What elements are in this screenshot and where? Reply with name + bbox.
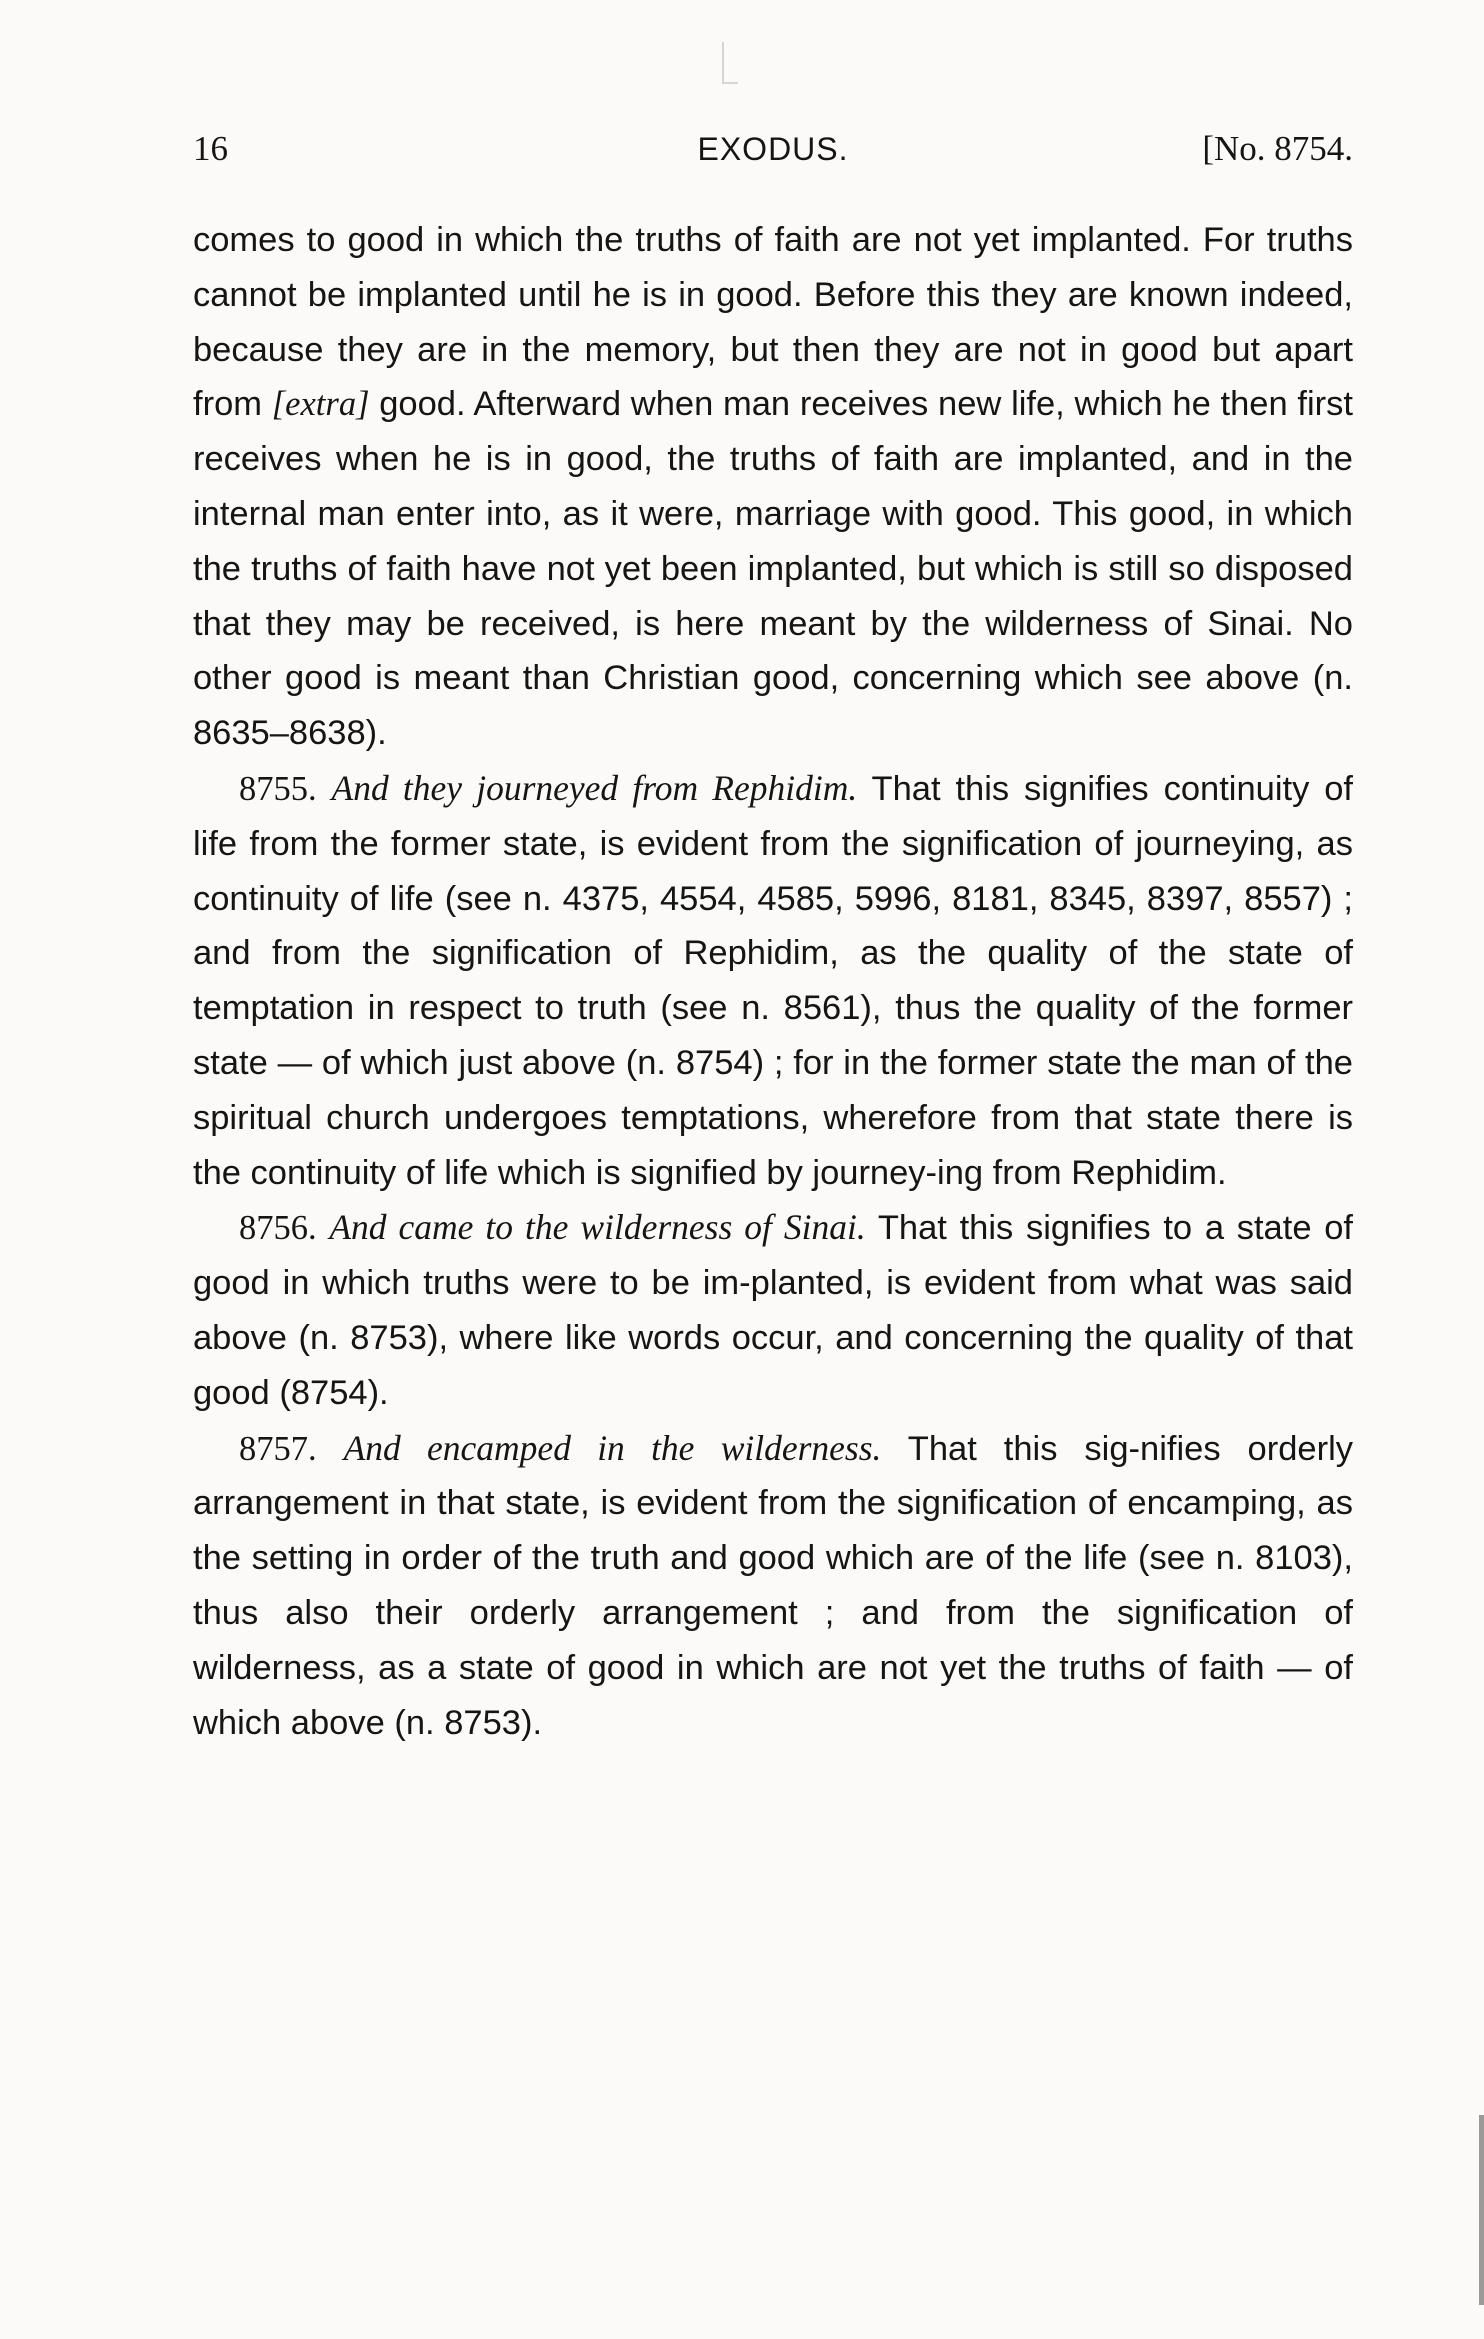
section-text: That this signifies continuity of life from the former state, is evident from the signification of journeying, as continuity of life (see n. 4375, 4554, 4585, 5996, 8181, 8345, 8397, 8557) ; and from the signification of Rephidim, as the quality of the state of temptation in respect to truth (see n. 8561), thus the quality of the former state — of which just above (n. 8754) ; for in the former state the man of the spiritual church undergoes temptations, wherefore from that state there is the continuity of life which is signified by journey-ing from Rephidim. <box>193 769 1353 1192</box>
scan-blemish <box>722 42 738 84</box>
book-title: EXODUS. <box>697 131 849 167</box>
section-8756 <box>193 1200 1353 1420</box>
paragraph-text: good. Afterward when man receives new life, which he then first receives when he is in good, the truths of faith are implanted, and in the internal man enter into, as it were, marriage with good. This good, in which the truths of faith have not yet been implanted, but which is still so disposed that they may be received, is here meant by the wilderness of Sinai. No other good is meant than Christian good, concerning which see above (n. 8635–8638). <box>193 385 1353 753</box>
paragraph-text: comes to good in which the truths of faith are not yet implanted. For truths cannot be implanted until he is in good. Before this they are known indeed, because they are in the memory, but then they are not in good but apart from <box>193 221 1353 424</box>
section-heading: And encamped in the wilderness. <box>343 1427 882 1468</box>
section-8757 <box>193 1421 1353 1751</box>
section-text: That this sig-nifies orderly arrangement in that state, is evident from the signification of encamping, as the setting in order of the truth and good which are of the life (see n. 8103), thus also their orderly arrangement ; and from the signification of wilderness, as a state of good in which are not yet the truths of faith — of which above (n. 8753). <box>193 1429 1353 1742</box>
section-reference: [No. 8754. <box>1202 129 1353 168</box>
body-text <box>193 213 1353 1750</box>
bracketed-latin: [extra] <box>271 385 370 424</box>
page-number: 16 <box>193 129 228 168</box>
running-head <box>193 118 1353 180</box>
section-text: That this signifies to a state of good in which truths were to be im-planted, is evident from what was said above (n. 8753), where like words occur, and concerning the quality of that good (8754). <box>193 1209 1353 1412</box>
section-8755 <box>193 761 1353 1200</box>
section-number: 8755. <box>239 769 317 808</box>
section-heading: And came to the wilderness of Sinai. <box>329 1207 866 1248</box>
page-edge-shadow <box>1479 2115 1484 2305</box>
paragraph-continuation <box>193 213 1353 761</box>
section-heading: And they journeyed from Rephidim. <box>331 767 858 808</box>
book-page <box>193 118 1353 1750</box>
section-number: 8756. <box>239 1209 317 1248</box>
section-number: 8757. <box>239 1429 317 1468</box>
